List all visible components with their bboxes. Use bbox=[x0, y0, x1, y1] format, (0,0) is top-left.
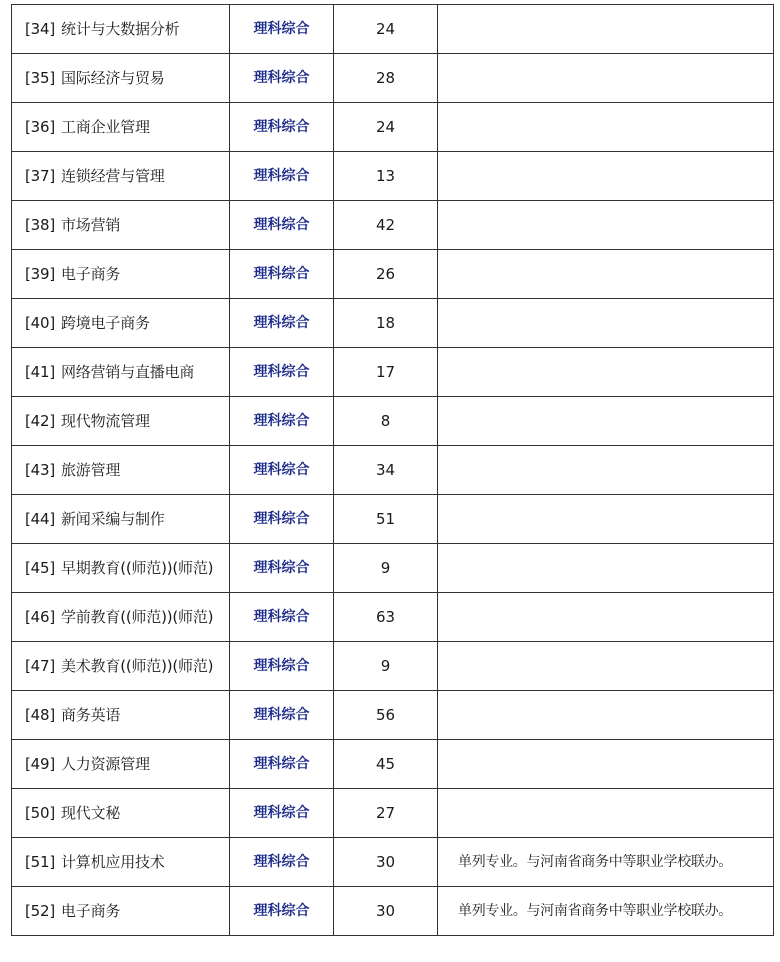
major-label: 电子商务 bbox=[61, 265, 121, 283]
quota-count-cell: 24 bbox=[334, 103, 438, 152]
quota-count-cell: 56 bbox=[334, 691, 438, 740]
major-label: 学前教育((师范))(师范) bbox=[61, 608, 214, 626]
quota-count-cell: 27 bbox=[334, 789, 438, 838]
major-label: 网络营销与直播电商 bbox=[61, 363, 195, 381]
subject-cell: 理科综合 bbox=[230, 838, 334, 887]
table-body bbox=[12, 5, 774, 936]
subject-cell: 理科综合 bbox=[230, 348, 334, 397]
subject-cell: 理科综合 bbox=[230, 397, 334, 446]
quota-count-cell: 30 bbox=[334, 838, 438, 887]
quota-count-cell: 8 bbox=[334, 397, 438, 446]
table-row bbox=[12, 593, 774, 642]
quota-count-cell: 9 bbox=[334, 642, 438, 691]
table-row bbox=[12, 838, 774, 887]
quota-count-cell: 9 bbox=[334, 544, 438, 593]
major-code: [40] bbox=[25, 314, 55, 332]
subject-cell: 理科综合 bbox=[230, 789, 334, 838]
table-row bbox=[12, 887, 774, 936]
major-label: 旅游管理 bbox=[61, 461, 121, 479]
major-name-cell bbox=[12, 446, 230, 495]
major-label: 早期教育((师范))(师范) bbox=[61, 559, 214, 577]
quota-count-cell: 28 bbox=[334, 54, 438, 103]
major-code: [42] bbox=[25, 412, 55, 430]
table-row bbox=[12, 5, 774, 54]
quota-count-cell: 24 bbox=[334, 5, 438, 54]
major-label: 新闻采编与制作 bbox=[61, 510, 165, 528]
note-cell bbox=[438, 691, 774, 740]
table-row bbox=[12, 103, 774, 152]
note-cell bbox=[438, 544, 774, 593]
quota-count-cell: 51 bbox=[334, 495, 438, 544]
major-name-cell bbox=[12, 299, 230, 348]
table-row bbox=[12, 250, 774, 299]
major-code: [39] bbox=[25, 265, 55, 283]
quota-count-cell: 45 bbox=[334, 740, 438, 789]
quota-count-cell: 42 bbox=[334, 201, 438, 250]
subject-cell: 理科综合 bbox=[230, 887, 334, 936]
major-name-cell bbox=[12, 838, 230, 887]
major-label: 电子商务 bbox=[61, 902, 121, 920]
major-label: 连锁经营与管理 bbox=[61, 167, 165, 185]
major-code: [38] bbox=[25, 216, 55, 234]
note-cell bbox=[438, 54, 774, 103]
major-label: 市场营销 bbox=[61, 216, 121, 234]
quota-count-cell: 17 bbox=[334, 348, 438, 397]
major-name-cell bbox=[12, 397, 230, 446]
quota-count-cell: 63 bbox=[334, 593, 438, 642]
table-row bbox=[12, 201, 774, 250]
note-cell bbox=[438, 495, 774, 544]
subject-cell: 理科综合 bbox=[230, 250, 334, 299]
note-cell bbox=[438, 593, 774, 642]
major-name-cell bbox=[12, 691, 230, 740]
note-cell bbox=[438, 201, 774, 250]
major-name-cell bbox=[12, 103, 230, 152]
quota-count-cell: 13 bbox=[334, 152, 438, 201]
note-cell bbox=[438, 397, 774, 446]
subject-cell: 理科综合 bbox=[230, 495, 334, 544]
subject-cell: 理科综合 bbox=[230, 54, 334, 103]
table-row bbox=[12, 446, 774, 495]
note-cell bbox=[438, 642, 774, 691]
table-row bbox=[12, 691, 774, 740]
major-name-cell bbox=[12, 544, 230, 593]
table-row bbox=[12, 348, 774, 397]
major-name-cell bbox=[12, 740, 230, 789]
note-cell: 单列专业。与河南省商务中等职业学校联办。 bbox=[438, 887, 774, 936]
major-label: 工商企业管理 bbox=[61, 118, 150, 136]
note-cell bbox=[438, 446, 774, 495]
quota-count-cell: 18 bbox=[334, 299, 438, 348]
note-cell bbox=[438, 250, 774, 299]
table-row bbox=[12, 299, 774, 348]
subject-cell: 理科综合 bbox=[230, 152, 334, 201]
major-code: [51] bbox=[25, 853, 55, 871]
major-name-cell bbox=[12, 495, 230, 544]
subject-cell: 理科综合 bbox=[230, 201, 334, 250]
major-label: 商务英语 bbox=[61, 706, 121, 724]
subject-cell: 理科综合 bbox=[230, 446, 334, 495]
major-code: [46] bbox=[25, 608, 55, 626]
major-label: 美术教育((师范))(师范) bbox=[61, 657, 214, 675]
major-code: [52] bbox=[25, 902, 55, 920]
major-code: [43] bbox=[25, 461, 55, 479]
major-label: 国际经济与贸易 bbox=[61, 69, 165, 87]
major-label: 人力资源管理 bbox=[61, 755, 150, 773]
subject-cell: 理科综合 bbox=[230, 5, 334, 54]
major-code: [50] bbox=[25, 804, 55, 822]
note-cell bbox=[438, 103, 774, 152]
major-name-cell bbox=[12, 250, 230, 299]
major-code: [34] bbox=[25, 20, 55, 38]
table-row bbox=[12, 495, 774, 544]
major-label: 现代物流管理 bbox=[61, 412, 150, 430]
subject-cell: 理科综合 bbox=[230, 740, 334, 789]
major-code: [49] bbox=[25, 755, 55, 773]
major-name-cell bbox=[12, 348, 230, 397]
table-row bbox=[12, 740, 774, 789]
table-row bbox=[12, 544, 774, 593]
subject-cell: 理科综合 bbox=[230, 103, 334, 152]
major-code: [37] bbox=[25, 167, 55, 185]
table-row bbox=[12, 642, 774, 691]
subject-cell: 理科综合 bbox=[230, 299, 334, 348]
major-label: 现代文秘 bbox=[61, 804, 121, 822]
subject-cell: 理科综合 bbox=[230, 642, 334, 691]
quota-count-cell: 26 bbox=[334, 250, 438, 299]
major-name-cell bbox=[12, 54, 230, 103]
major-code: [48] bbox=[25, 706, 55, 724]
note-cell: 单列专业。与河南省商务中等职业学校联办。 bbox=[438, 838, 774, 887]
major-name-cell bbox=[12, 593, 230, 642]
quota-count-cell: 30 bbox=[334, 887, 438, 936]
major-code: [45] bbox=[25, 559, 55, 577]
major-code: [47] bbox=[25, 657, 55, 675]
enrollment-table-container bbox=[11, 4, 773, 936]
subject-cell: 理科综合 bbox=[230, 593, 334, 642]
note-cell bbox=[438, 348, 774, 397]
quota-count-cell: 34 bbox=[334, 446, 438, 495]
table-row bbox=[12, 54, 774, 103]
note-cell bbox=[438, 789, 774, 838]
note-cell bbox=[438, 152, 774, 201]
table-row bbox=[12, 152, 774, 201]
major-code: [44] bbox=[25, 510, 55, 528]
major-name-cell bbox=[12, 152, 230, 201]
note-cell bbox=[438, 299, 774, 348]
table-row bbox=[12, 397, 774, 446]
enrollment-table bbox=[11, 4, 774, 936]
major-code: [35] bbox=[25, 69, 55, 87]
major-code: [36] bbox=[25, 118, 55, 136]
major-name-cell bbox=[12, 5, 230, 54]
major-name-cell bbox=[12, 789, 230, 838]
major-name-cell bbox=[12, 201, 230, 250]
table-row bbox=[12, 789, 774, 838]
subject-cell: 理科综合 bbox=[230, 691, 334, 740]
major-name-cell bbox=[12, 642, 230, 691]
note-cell bbox=[438, 740, 774, 789]
major-label: 统计与大数据分析 bbox=[61, 20, 180, 38]
major-name-cell bbox=[12, 887, 230, 936]
major-code: [41] bbox=[25, 363, 55, 381]
major-label: 计算机应用技术 bbox=[61, 853, 165, 871]
note-cell bbox=[438, 5, 774, 54]
major-label: 跨境电子商务 bbox=[61, 314, 150, 332]
subject-cell: 理科综合 bbox=[230, 544, 334, 593]
